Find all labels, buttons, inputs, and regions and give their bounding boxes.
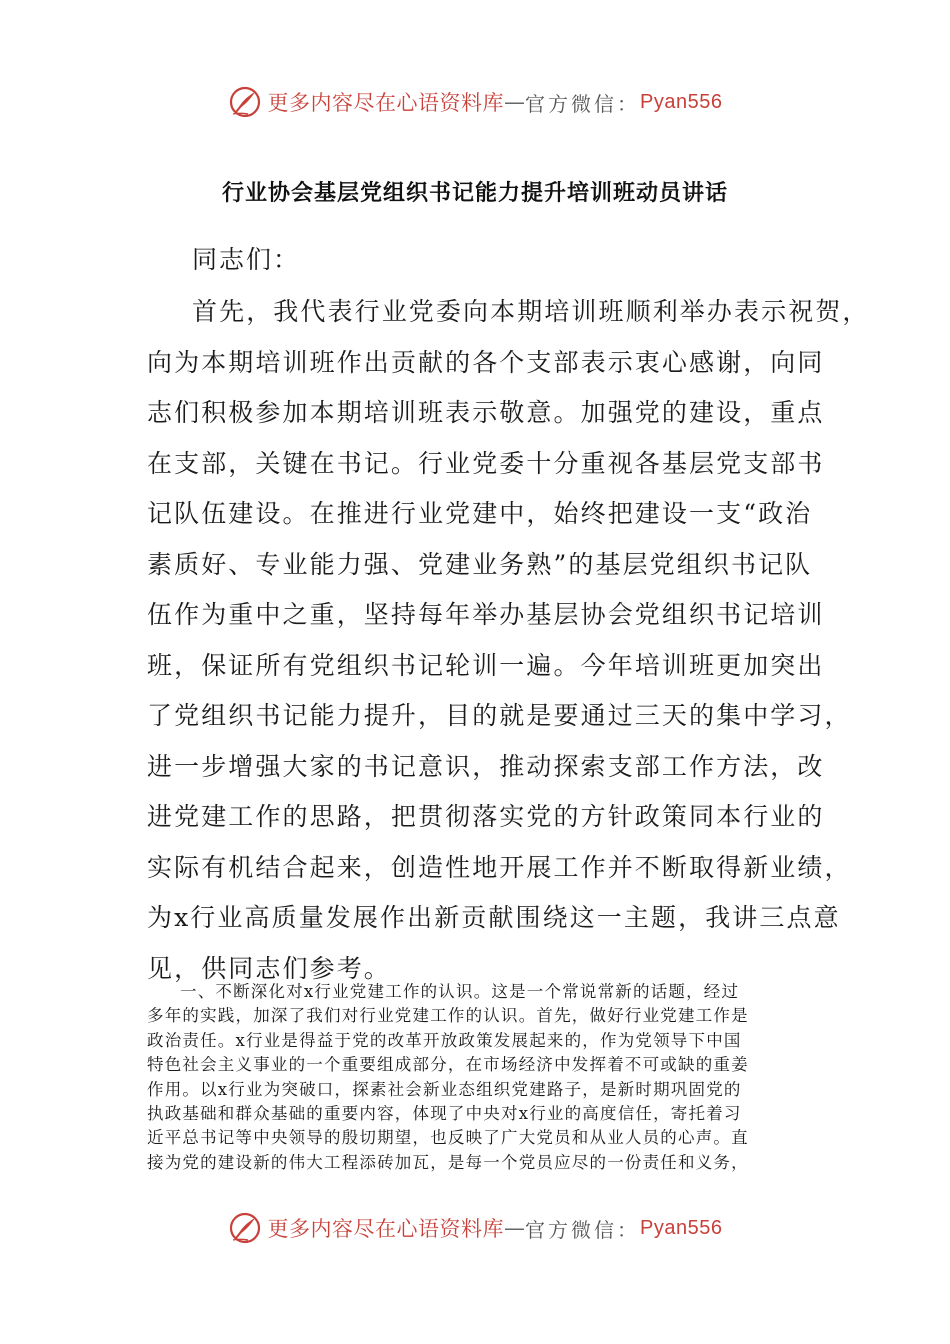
text-line: 见，供同志们参考。 <box>147 953 391 983</box>
text-line: 进一步增强大家的书记意识，推动探索支部工作方法，改 <box>147 751 825 781</box>
intro-paragraph <box>147 287 870 994</box>
text-line: 多年的实践，加深了我们对行业党建工作的认识。首先，做好行业党建工作是 <box>147 1006 749 1026</box>
text-line: 为x行业高质量发展作出新贡献围绕这一主题，我讲三点意 <box>147 903 841 932</box>
section-one-paragraph <box>147 980 847 1175</box>
text-line: 政治责任。x行业是得益于党的改革开放政策发展起来的，作为党领导下中国 <box>147 1030 742 1050</box>
header-watermark-banner <box>0 82 950 122</box>
text-line: 首先，我代表行业党委向本期培训班顺利举办表示祝贺， <box>192 297 870 326</box>
banner-dash: — <box>504 90 526 114</box>
text-line: 伍作为重中之重，坚持每年举办基层协会党组织书记培训 <box>147 600 825 629</box>
text-line: 执政基础和群众基础的重要内容，体现了中央对x行业的高度信任，寄托着习 <box>147 1103 742 1123</box>
text-line: 特色社会主义事业的一个重要组成部分，在市场经济中发挥着不可或缺的重姜 <box>147 1055 749 1075</box>
banner-dash: — <box>504 1216 526 1240</box>
text-line: 向为本期培训班作出贡献的各个支部表示衷心感谢，向同 <box>147 347 825 377</box>
text-line: 在支部，关键在书记。行业党委十分重视各基层党支部书 <box>147 448 825 478</box>
document-title: 行业协会基层党组织书记能力提升培训班动员讲话 <box>221 181 728 206</box>
footer-watermark-banner <box>0 1208 950 1248</box>
text-line: 班，保证所有党组织书记轮训一遍。今年培训班更加突出 <box>147 650 825 680</box>
quill-logo-icon <box>228 85 262 119</box>
banner-site-text: 更多内容尽在心语资料库 <box>267 91 505 115</box>
text-line: 志们积极参加本期培训班表示敬意。加强党的建设，重点 <box>147 398 825 427</box>
text-line: 近平总书记等中央领导的殷切期望，也反映了广大党员和从业人员的心声。直 <box>147 1128 749 1148</box>
greeting: 同志们： <box>192 245 301 274</box>
text-line: 了党组织书记能力提升，目的就是要通过三天的集中学习， <box>147 701 852 730</box>
text-line: 进党建工作的思路，把贯彻落实党的方针政策同本行业的 <box>147 802 825 831</box>
text-line: 素质好、专业能力强、党建业务熟”的基层党组织书记队 <box>147 549 813 579</box>
quill-logo-icon <box>228 1211 262 1245</box>
banner-wechat-label: 官方微信： <box>525 91 641 116</box>
text-line: 记队伍建设。在推进行业党建中，始终把建设一支“政治 <box>147 499 813 528</box>
text-line: 作用。以x行业为突破口，探素社会新业态组织党建路子，是新时期巩固党的 <box>147 1079 742 1099</box>
banner-wechat-id: Pyan556 <box>640 1216 723 1239</box>
text-line: 接为党的建设新的伟大工程添砖加瓦，是每一个党员应尽的一份责任和义务， <box>147 1152 749 1172</box>
text-line: 一、不断深化对x行业党建工作的认识。这是一个常说常新的话题，经过 <box>180 982 740 1001</box>
banner-wechat-id: Pyan556 <box>640 90 723 113</box>
banner-wechat-label: 官方微信： <box>525 1217 641 1242</box>
banner-site-text: 更多内容尽在心语资料库 <box>267 1217 505 1241</box>
text-line: 实际有机结合起来，创造性地开展工作并不断取得新业绩， <box>147 852 852 882</box>
